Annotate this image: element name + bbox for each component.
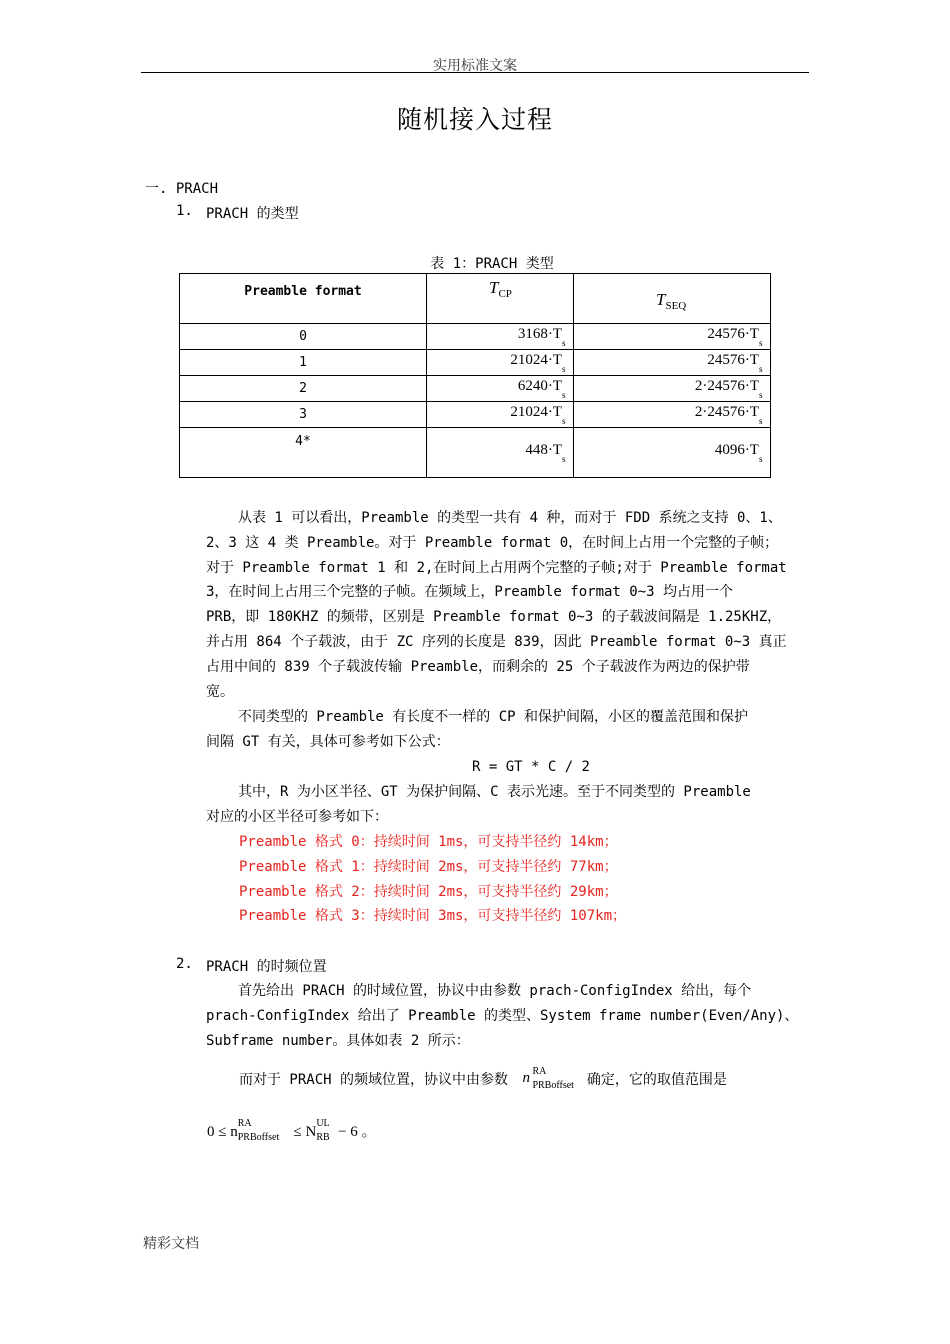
- paragraph-frequency-domain: [239, 1068, 727, 1092]
- row-tcp: $21024\cdot T_s$: [427, 402, 574, 428]
- row-format: 1: [180, 350, 427, 376]
- text-line: prach-ConfigIndex 给出了 Preamble 的类型、System frame number(Even/Any)、: [206, 1007, 799, 1024]
- section-1-heading: 一. PRACH: [145, 181, 219, 197]
- row-tcp: $448\cdot T_s$: [427, 428, 574, 478]
- text-line: 对应的小区半径可参考如下：: [206, 808, 388, 825]
- text-line: 其中，R 为小区半径、GT 为保护间隔、C 表示光速。至于不同类型的 Preamble: [238, 784, 751, 800]
- list-item: Preamble 格式 1：持续时间 2ms，可支持半径约 77km；: [239, 858, 618, 875]
- row-format: 2: [180, 376, 427, 402]
- subsection-1-heading: PRACH 的类型: [206, 206, 299, 222]
- text-line: 从表 1 可以看出，Preamble 的类型一共有 4 种，而对于 FDD 系统之支持 0、1、: [238, 510, 782, 526]
- text-line: 并占用 864 个子载波，由于 ZC 序列的长度是 839，因此 Preamble format 0~3 真正: [206, 633, 787, 650]
- format-radius-list: [239, 830, 809, 929]
- row-tcp: $3168\cdot T_s$: [427, 324, 574, 350]
- row-tseq: $4096\cdot T_s$: [574, 428, 771, 478]
- table-row: [180, 324, 771, 350]
- row-tseq: $24576\cdot T_s$: [574, 324, 771, 350]
- text-line: 对于 Preamble format 1 和 2,在时间上占用两个完整的子帧;对于 Preamble format: [206, 559, 787, 576]
- row-tseq: $2\cdot 24576\cdot T_s$: [574, 402, 771, 428]
- row-tcp: $21024\cdot T_s$: [427, 350, 574, 376]
- row-format: 4*: [180, 428, 427, 478]
- header-tseq: $T_{SEQ}$: [574, 274, 771, 324]
- table-row: [180, 376, 771, 402]
- table-header-row: [180, 274, 771, 324]
- text-line: 首先给出 PRACH 的时域位置，协议中由参数 prach-ConfigIndex 给出，每个: [238, 983, 752, 999]
- row-tcp: $6240\cdot T_s$: [427, 376, 574, 402]
- document-title: 随机接入过程: [396, 105, 553, 134]
- table-row: [180, 402, 771, 428]
- text-fragment: 确定，它的取值范围是: [586, 1072, 727, 1088]
- text-line: Subframe number。具体如表 2 所示：: [206, 1032, 470, 1049]
- text-fragment: 而对于 PRACH 的频域位置，协议中由参数: [239, 1072, 509, 1088]
- page-header: 实用标准文案: [433, 58, 517, 74]
- prach-type-table: [179, 273, 771, 478]
- text-line: 占用中间的 839 个子载波传输 Preamble，而剩余的 25 个子载波作为两边的保护带: [206, 658, 750, 675]
- table-caption: 表 1：PRACH 类型: [430, 256, 554, 272]
- subsection-1-number: 1.: [176, 203, 193, 219]
- header-preamble-format: Preamble format: [180, 274, 427, 324]
- row-format: 3: [180, 402, 427, 428]
- header-tcp: $T_{CP}$: [427, 274, 574, 324]
- prb-offset-range: 0 ≤ n RA PRBoffset ≤ N UL RB − 6 。: [207, 1118, 377, 1143]
- header-rule: [141, 72, 809, 73]
- row-tseq: $2\cdot 24576\cdot T_s$: [574, 376, 771, 402]
- text-line: 3，在时间上占用三个完整的子帧。在频域上，Preamble format 0~3 均占用一个: [206, 584, 734, 601]
- row-tseq: $24576\cdot T_s$: [574, 350, 771, 376]
- subsection-2-heading: PRACH 的时频位置: [206, 959, 327, 975]
- paragraph-radius: [206, 780, 808, 830]
- table-row: [180, 428, 771, 478]
- n-ra-prboffset-symbol: n RA PRBoffset: [522, 1066, 574, 1091]
- text-line: 宽。: [206, 683, 234, 700]
- list-item: Preamble 格式 0：持续时间 1ms，可支持半径约 14km；: [239, 834, 618, 850]
- radius-formula: R = GT * C / 2: [471, 758, 590, 775]
- text-line: 间隔 GT 有关，具体可参考如下公式：: [206, 733, 450, 750]
- paragraph-preamble-types: [206, 506, 808, 704]
- list-item: Preamble 格式 2：持续时间 2ms，可支持半径约 29km；: [239, 883, 618, 900]
- text-line: 2、3 这 4 类 Preamble。对于 Preamble format 0，在时间上占用一个完整的子帧；: [206, 534, 779, 551]
- row-format: 0: [180, 324, 427, 350]
- text-line: PRB，即 180KHZ 的频带，区别是 Preamble format 0~3 的子载波间隔是 1.25KHZ，: [206, 609, 782, 626]
- paragraph-cp-guard: [206, 705, 808, 779]
- page-footer: 精彩文档: [143, 1236, 199, 1252]
- text-line: 不同类型的 Preamble 有长度不一样的 CP 和保护间隔，小区的覆盖范围和保护: [238, 709, 749, 725]
- subsection-2-number: 2.: [176, 956, 193, 972]
- paragraph-time-domain: [206, 979, 808, 1053]
- list-item: Preamble 格式 3：持续时间 3ms，可支持半径约 107km；: [239, 908, 627, 925]
- table-row: [180, 350, 771, 376]
